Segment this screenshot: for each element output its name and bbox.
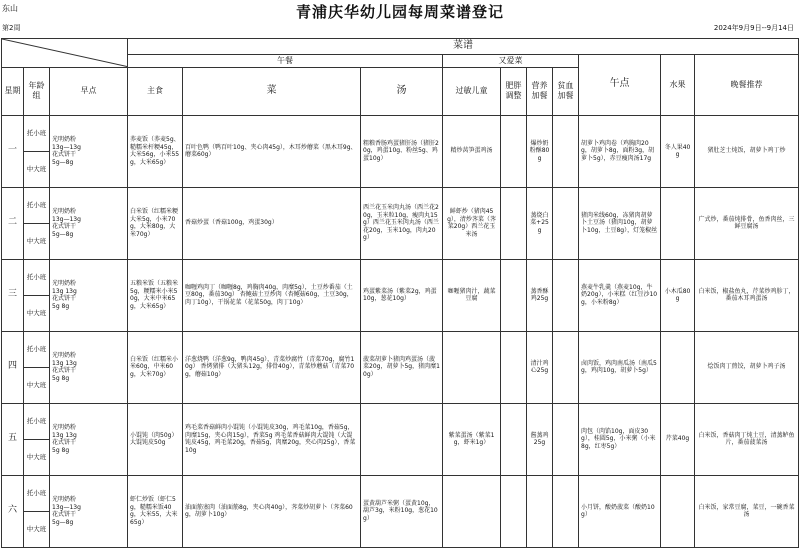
menu-body: [2, 115, 799, 547]
breakfast-line: 光明奶粉: [52, 280, 77, 287]
soup-cell: 粗粮香肠鸡蛋猪肝汤（猪肝20g，鸡蛋10g、粉丝5g、鸡蛋10g）: [361, 115, 443, 187]
age-group-header: 年龄组: [24, 67, 50, 115]
anemia-cell: [553, 115, 579, 187]
soup-cell: 菠菜胡萝卜猪肉鸡蛋汤（菠菜20g，胡萝卜5g，猪肉糜10g）: [361, 331, 443, 403]
soup-cell: 蛋黄葫芦米粥（蛋黄10g，葫芦3g，米粉10g，葱花10g）: [361, 475, 443, 547]
snack-cell: 肉包（肉馅10g，面皮30g），桂圆5g，小米粥（小米8g，红枣5g）: [579, 403, 661, 475]
anemia-cell: [553, 403, 579, 475]
dinner-cell: 广式炒，番茄炖排骨，鱼香肉丝，三鲜豆腐汤: [695, 187, 799, 259]
breakfast-line: 5g 8g: [52, 374, 70, 382]
soup-cell: 西兰花玉米肉丸汤（西兰花20g，玉米粒10g，瘦肉丸15g）西兰花玉米肉丸汤（西兰花20g，玉米10g，肉丸20g）: [361, 187, 443, 259]
snack-cell: 燕麦牛乳羹（燕麦10g，牛奶20g），小米糕（红豆沙10g，小米粉8g）: [579, 259, 661, 331]
dishes-cell: 香菇炒蛋（香菇100g，鸡蛋30g）: [183, 187, 361, 259]
allergy-cell: 咖喱猪肉汁，蔬菜豆腐: [443, 259, 501, 331]
table-row: [2, 403, 799, 439]
fruit-cell: [661, 331, 695, 403]
allergy-cell: [443, 331, 501, 403]
breakfast-line: 花式饼干: [52, 439, 77, 446]
allergy-header: 过敏儿童: [443, 67, 501, 115]
breakfast-line: 光明奶粉: [52, 424, 77, 431]
staple-header: 主食: [128, 67, 183, 115]
staple-cell: 白米饭（红糯米小米60g，中米60g，大米70g）: [128, 331, 183, 403]
snack-cell: 胡萝卜鸡肉卷（鸡胸肉20g，胡萝卜8g，面粉3g，胡萝卜5g），赤豆瘦肉汤17g: [579, 115, 661, 187]
nutrition-cell: 酱蒸鸡25g: [527, 403, 553, 475]
obesity-cell: [501, 115, 527, 187]
breakfast-header: 早点: [50, 67, 128, 115]
recipe-header: 菜谱: [128, 39, 799, 55]
fruit-cell: 冬人果40g: [661, 115, 695, 187]
breakfast-line: 5g—8g: [52, 230, 74, 238]
breakfast-line: 5g—8g: [52, 518, 74, 526]
breakfast-line: 5g 8g: [52, 446, 70, 454]
weekday-cell: 六: [2, 475, 24, 547]
age-group-cell: 托小班: [24, 187, 50, 223]
allergy-cell: 精炒莴笋蛋鸡汤: [443, 115, 501, 187]
dinner-cell: 白米饭，香菇肉丁炖土豆，清蒸鲈鱼片，番茄菠菜汤: [695, 403, 799, 475]
soup-cell: [361, 403, 443, 475]
breakfast-line: 光明奶粉: [52, 352, 77, 359]
age-group-cell: 托小班: [24, 115, 50, 151]
table-row: [2, 259, 799, 295]
table-row: [2, 331, 799, 367]
table-row: [2, 115, 799, 151]
breakfast-line: 花式饼干: [52, 151, 77, 158]
nutrition-cell: 蒸烧白菜+25g: [527, 187, 553, 259]
soup-header: 汤: [361, 67, 443, 115]
weekday-cell: 一: [2, 115, 24, 187]
dishes-cell: 咖喱鸡肉丁（咖喱8g，鸡胸肉40g，肉糜5g），土豆炒番茄（土豆80g，番茄30g） 杏鲍菇土豆炒肉（杏鲍菇60g，土豆30g，肉丁10g），干锅花菜（花菜50g，肉丁10g）: [183, 259, 361, 331]
dinner-cell: 白米饭，家常豆腐，菜豆，一碗香菜汤: [695, 475, 799, 547]
breakfast-line: 13g 13g: [52, 431, 77, 439]
breakfast-cell: [50, 403, 128, 475]
staple-cell: 白米饭（红糯米粳大米5g，小米70g，大米80g，大米70g）: [128, 187, 183, 259]
breakfast-cell: [50, 331, 128, 403]
breakfast-line: 光明奶粉: [52, 136, 77, 143]
fruit-cell: 小木瓜80g: [661, 259, 695, 331]
obesity-cell: [501, 187, 527, 259]
allergy-cell: 鲜虾炒（猪肉45g），清炒荠菜（荠菜20g）西兰花玉米汤: [443, 187, 501, 259]
staple-cell: 小馄饨（肉50g） 大馄饨皮50g: [128, 403, 183, 475]
obesity-cell: [501, 331, 527, 403]
page-title: 青浦庆华幼儿园每周菜谱登记: [295, 3, 504, 21]
breakfast-line: 光明奶粉: [52, 208, 77, 215]
soup-cell: 鸡蛋紫菜汤（紫菜2g，鸡蛋10g，葱花10g）: [361, 259, 443, 331]
anemia-cell: [553, 331, 579, 403]
breakfast-cell: [50, 475, 128, 547]
age-group-cell: 中大班: [24, 151, 50, 187]
breakfast-line: 13g 13g: [52, 359, 77, 367]
nutrition-cell: 清汁鸡心25g: [527, 331, 553, 403]
fruit-cell: [661, 475, 695, 547]
dinner-cell: 猪肚芝士炖饭，胡萝卜鸡丁炒: [695, 115, 799, 187]
dishes-cell: 洋葱烧鸭（洋葱9g，鸭肉45g），青菜炒腐竹（青菜70g，腐竹10g） 香烤猪排（大猪头12g，排骨40g），青菜炒蘑菇（青菜70g，蘑菇10g）: [183, 331, 361, 403]
lunch-header: 午餐: [128, 54, 443, 67]
weekday-cell: 二: [2, 187, 24, 259]
snack-cell: 卤肉饭，鸡肉南瓜汤（南瓜5g，鸡肉10g，胡萝卜5g）: [579, 331, 661, 403]
allergy-cell: 紫菜蛋汤（紫菜1g，虾米1g）: [443, 403, 501, 475]
breakfast-line: 5g 8g: [52, 302, 70, 310]
dishes-cell: 鸡毛菜香菇鲜肉小馄饨（小馄饨皮30g，鸡毛菜10g，香菇5g，肉糜15g，夹心肉15g），香菜5g 鸡毛菜香菇鲜肉大馄饨（大馄饨皮45g，鸡毛菜20g，香菇5g，肉糜20g，夹心肉25g），香菜10g: [183, 403, 361, 475]
dishes-cell: 百叶色鸭（鸭百叶10g、夹心肉45g），木耳炒蘑菜（黑木耳9g、蘑菜60g）: [183, 115, 361, 187]
anemia-cell: [553, 259, 579, 331]
dinner-cell: 白米饭，椒盐鱼丸，芹菜炒鸡胗丁，番茄木耳鸡蛋汤: [695, 259, 799, 331]
fruit-header: 水果: [661, 54, 695, 115]
obesity-cell: [501, 403, 527, 475]
table-row: [2, 187, 799, 223]
dinner-header: 晚餐推荐: [695, 54, 799, 115]
obesity-cell: [501, 475, 527, 547]
breakfast-line: 花式饼干: [52, 511, 77, 518]
nutrition-header: 营养加餐: [527, 67, 553, 115]
breakfast-line: 光明奶粉: [52, 496, 77, 503]
breakfast-cell: [50, 259, 128, 331]
breakfast-line: 13g—13g: [52, 143, 81, 151]
diagonal-header: [2, 39, 128, 68]
dishes-cell: 油面筋塞肉（油面筋8g，夹心肉40g），荠菜炒胡萝卜（荠菜60g，胡萝卜10g）: [183, 475, 361, 547]
age-group-cell: 中大班: [24, 295, 50, 331]
nutrition-cell: 蒸香酥鸡25g: [527, 259, 553, 331]
table-row: [2, 475, 799, 511]
breakfast-line: 花式饼干: [52, 295, 77, 302]
allergy-cell: [443, 475, 501, 547]
week-label: 第2周: [2, 24, 21, 32]
staple-cell: 荞麦饭（荞麦5g、糙糯米杆粳45g，大米56g，小米55g，大米65g）: [128, 115, 183, 187]
dinner-cell: 烩饭肉丁煎饺，胡萝卜鸡子汤: [695, 331, 799, 403]
breakfast-line: 13g 13g: [52, 287, 77, 295]
breakfast-line: 花式饼干: [52, 223, 77, 230]
corner-tag: 东山: [2, 4, 18, 13]
breakfast-cell: [50, 187, 128, 259]
breakfast-line: 13g—13g: [52, 503, 81, 511]
dishes-header: 菜: [183, 67, 361, 115]
date-range: 2024年9月9日--9月14日: [713, 24, 794, 32]
age-group-cell: 托小班: [24, 403, 50, 439]
age-group-cell: 托小班: [24, 259, 50, 295]
obesity-header: 肥胖调整: [501, 67, 527, 115]
age-group-cell: 中大班: [24, 511, 50, 547]
breakfast-cell: [50, 115, 128, 187]
fruit-cell: 芹菜40g: [661, 403, 695, 475]
nutrition-cell: 爆炒奶粉酥80g: [527, 115, 553, 187]
staple-cell: 五粮米饭（五粮米5g，粳糯米小米50g，大米中米65g，大米65g）: [128, 259, 183, 331]
anemia-cell: [553, 475, 579, 547]
menu-table: [1, 38, 799, 548]
breakfast-line: 花式饼干: [52, 367, 77, 374]
breakfast-line: 5g—8g: [52, 158, 74, 166]
weekday-header: 星期: [2, 67, 24, 115]
age-group-cell: 中大班: [24, 439, 50, 475]
snack-cell: 小月饼，酸奶菠菜（酸奶10g）: [579, 475, 661, 547]
age-group-cell: 托小班: [24, 331, 50, 367]
age-group-cell: 托小班: [24, 475, 50, 511]
weekday-cell: 五: [2, 403, 24, 475]
anemia-header: 贫血加餐: [553, 67, 579, 115]
age-group-cell: 中大班: [24, 223, 50, 259]
weekday-cell: 三: [2, 259, 24, 331]
anemia-cell: [553, 187, 579, 259]
obesity-cell: [501, 259, 527, 331]
snack-cell: 猪肉米线60g，冻猪肉胡萝卜土豆汤（猪肉10g，胡萝卜10g，土豆8g），灯笼椒丝: [579, 187, 661, 259]
weekday-cell: 四: [2, 331, 24, 403]
fruit-cell: [661, 187, 695, 259]
age-group-cell: 中大班: [24, 367, 50, 403]
breakfast-line: 13g—13g: [52, 215, 81, 223]
staple-cell: 虾仁炒饭（虾仁5g，糙糯米饭40g，大米55，大米65g）: [128, 475, 183, 547]
nutrition-cell: [527, 475, 553, 547]
special-header: 又爱菜: [443, 54, 579, 67]
snack-header: 午点: [579, 54, 661, 115]
